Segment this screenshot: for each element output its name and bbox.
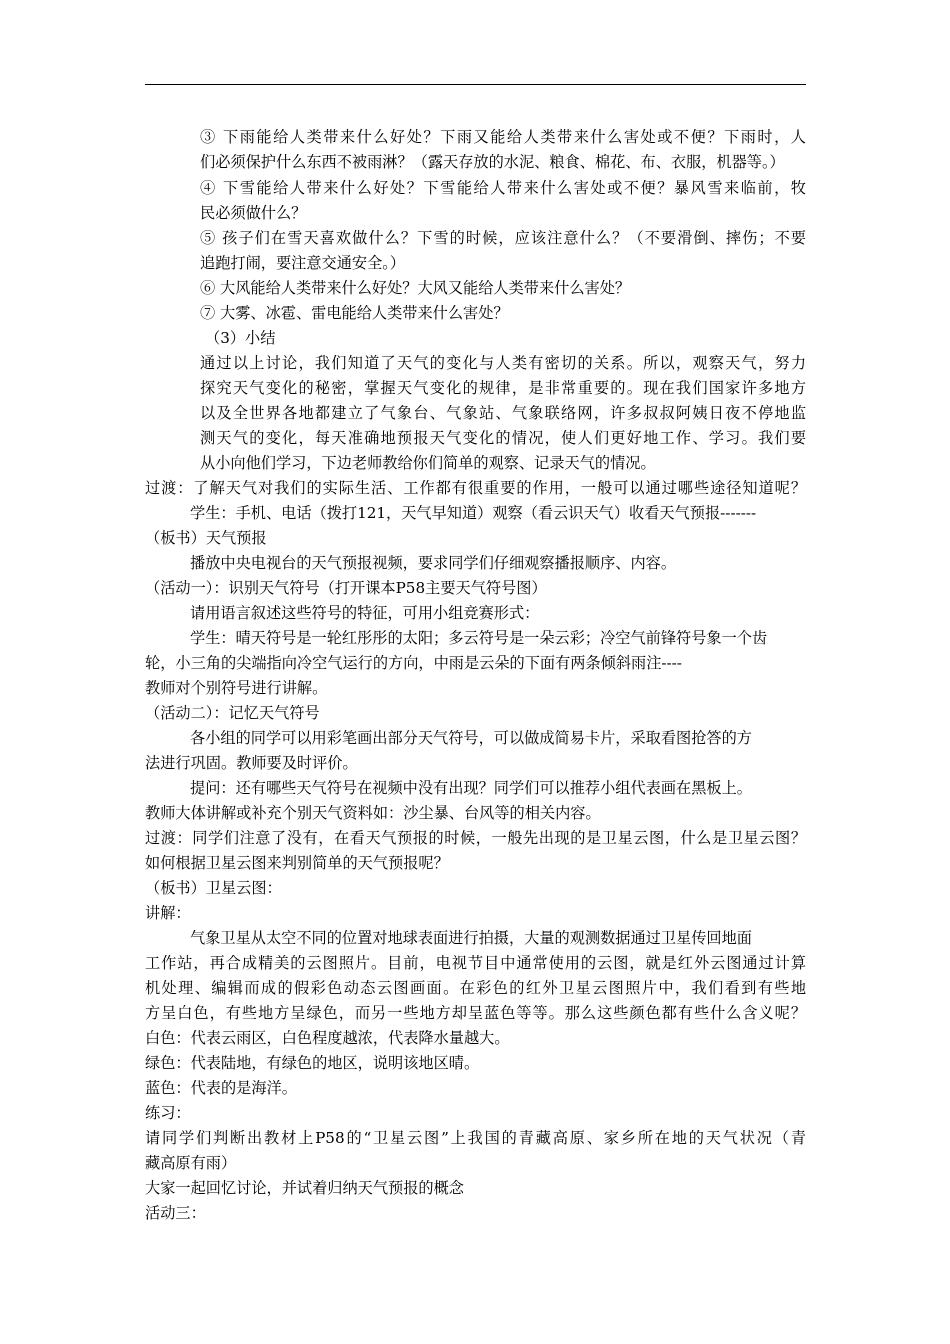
text-line: 民必须做什么？ — [200, 204, 307, 222]
text-line: 测天气的变化，每天准确地预报天气变化的情况，使人们更好地工作、学习。我们要 — [200, 429, 806, 447]
text-line: 教师对个别符号进行讲解。 — [145, 679, 328, 697]
text-line: ③ 下雨能给人类带来什么好处？下雨又能给人类带来什么害处或不便？下雨时，人 — [200, 128, 806, 146]
text-line: 藏高原有雨） — [145, 1154, 237, 1172]
text-line: ④ 下雪能给人带来什么好处？下雪能给人带来什么害处或不便？暴风雪来临前，牧 — [200, 179, 806, 197]
text-line: 学生：手机、电话（拨打121，天气早知道）观察（看云识天气）收看天气预报------- — [190, 504, 757, 522]
activity-heading: （活动二）：记忆天气符号 — [145, 704, 320, 722]
text-line: 过渡：了解天气对我们的实际生活、工作都有很重要的作用，一般可以通过哪些途径知道呢？ — [145, 479, 806, 497]
text-line: 讲解： — [145, 904, 191, 922]
text-line: 练习： — [145, 1104, 191, 1122]
text-line: 们必须保护什么东西不被雨淋？（露天存放的水泥、粮食、棉花、布、衣服，机器等。） — [200, 153, 785, 171]
text-line: 轮，小三角的尖端指向冷空气运行的方向，中雨是云朵的下面有两条倾斜雨注---- — [145, 654, 682, 672]
text-line: 机处理、编辑而成的假彩色动态云图画面。在彩色的红外卫星云图照片中，我们看到有些地 — [145, 979, 806, 997]
text-line: 绿色：代表陆地，有绿色的地区，说明该地区晴。 — [145, 1054, 480, 1072]
text-line: 请用语言叙述这些符号的特征，可用小组竞赛形式： — [190, 604, 540, 622]
text-line: （板书）卫星云图： — [145, 879, 282, 897]
text-line: 请同学们判断出教材上P58的“卫星云图”上我国的青藏高原、家乡所在地的天气状况（青 — [145, 1129, 806, 1147]
text-line: 学生：晴天符号是一轮红彤彤的太阳；多云符号是一朵云彩；冷空气前锋符号象一个齿 — [190, 629, 768, 647]
section-heading: （3）小结 — [205, 329, 276, 347]
text-line: 大家一起回忆讨论，并试着归纳天气预报的概念 — [145, 1179, 464, 1197]
activity-heading: （活动一）：识别天气符号（打开课本P58主要天气符号图） — [145, 579, 547, 597]
text-line: 通过以上讨论，我们知道了天气的变化与人类有密切的关系。所以，观察天气，努力 — [200, 354, 806, 372]
header-rule — [145, 84, 806, 85]
text-line: 如何根据卫星云图来判别简单的天气预报呢？ — [145, 854, 449, 872]
text-line: 蓝色：代表的是海洋。 — [145, 1079, 297, 1097]
text-line: 各小组的同学可以用彩笔画出部分天气符号，可以做成简易卡片，采取看图抢答的方 — [190, 729, 752, 747]
text-line: 播放中央电视台的天气预报视频，要求同学们仔细观察播报顺序、内容。 — [190, 554, 676, 572]
text-line: 白色：代表云雨区，白色程度越浓，代表降水量越大。 — [145, 1029, 510, 1047]
text-line: 以及全世界各地都建立了气象台、气象站、气象联络网，许多叔叔阿姨日夜不停地监 — [200, 404, 806, 422]
text-line: 气象卫星从太空不同的位置对地球表面进行拍摄，大量的观测数据通过卫星传回地面 — [190, 929, 752, 947]
text-line: 探究天气变化的秘密，掌握天气变化的规律，是非常重要的。现在我们国家许多地方 — [200, 379, 806, 397]
text-line: ⑤ 孩子们在雪天喜欢做什么？下雪的时候，应该注意什么？（不要滑倒、摔伤；不要 — [200, 229, 806, 247]
text-line: 提问：还有哪些天气符号在视频中没有出现？同学们可以推荐小组代表画在黑板上。 — [190, 779, 752, 797]
text-line: 工作站，再合成精美的云图照片。目前，电视节目中通常使用的云图，就是红外云图通过计算 — [145, 954, 806, 972]
text-line: （板书）天气预报 — [145, 529, 267, 547]
text-line: 方呈白色，有些地方呈绿色，而另一些地方却呈蓝色等等。那么这些颜色都有些什么含义呢？ — [145, 1004, 806, 1022]
text-line: 追跑打闹，要注意交通安全。） — [200, 254, 406, 272]
text-line: 法进行巩固。教师要及时评价。 — [145, 754, 358, 772]
text-line: 活动三： — [145, 1204, 206, 1222]
text-line: 教师大体讲解或补充个别天气资料如：沙尘暴、台风等的相关内容。 — [145, 804, 601, 822]
text-line: 过渡：同学们注意了没有，在看天气预报的时候，一般先出现的是卫星云图，什么是卫星云图？ — [145, 829, 806, 847]
text-line: ⑥ 大风能给人类带来什么好处？大风又能给人类带来什么害处？ — [200, 279, 631, 297]
text-line: ⑦ 大雾、冰雹、雷电能给人类带来什么害处？ — [200, 304, 509, 322]
text-line: 从小向他们学习，下边老师教给你们简单的观察、记录天气的情况。 — [200, 454, 656, 472]
